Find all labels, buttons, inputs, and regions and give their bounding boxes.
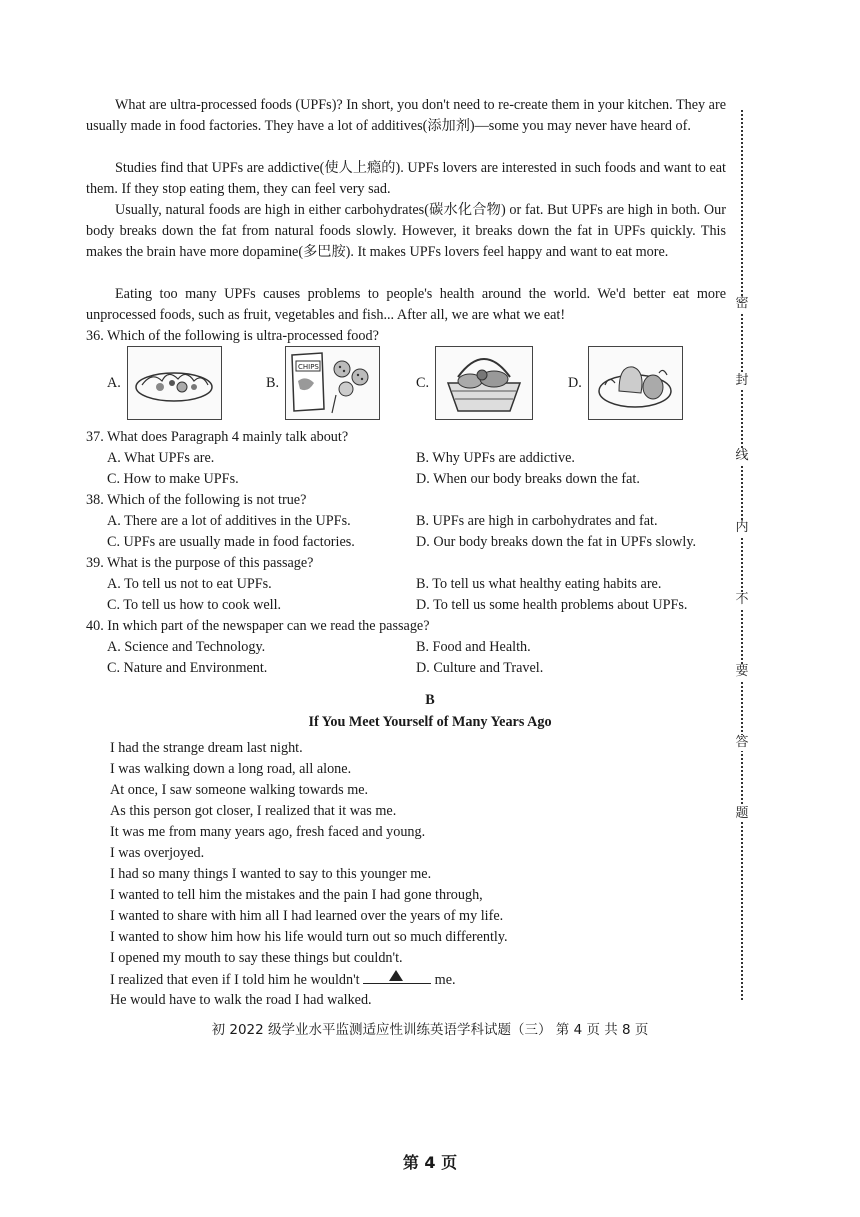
seal-char: 答 (733, 735, 751, 751)
poem-line: I wanted to show him how his life would turn out so much differently. (110, 929, 508, 945)
answer-blank[interactable] (363, 969, 431, 984)
question-38: 38. Which of the following is not true? (86, 492, 307, 508)
option-36-a[interactable]: A. (107, 346, 222, 420)
poem-title: If You Meet Yourself of Many Years Ago (308, 714, 552, 730)
paragraph-1: What are ultra-processed foods (UPFs)? In short, you don't need to re-create them in your kitchen. They are usually made in food factories. They have a lot of additives(添加剂)—some you may never have heard of. (86, 97, 726, 134)
poem-line: I was walking down a long road, all alone. (110, 761, 352, 777)
option-39-c[interactable]: C. To tell us how to cook well. (107, 597, 282, 613)
section-letter: B (425, 692, 435, 708)
poem-line: As this person got closer, I realized that it was me. (110, 803, 397, 819)
triangle-icon (389, 970, 403, 981)
option-40-c[interactable]: C. Nature and Environment. (107, 660, 268, 676)
question-36: 36. Which of the following is ultra-processed food? (86, 328, 379, 344)
option-38-a[interactable]: A. There are a lot of additives in the UPFs. (107, 513, 351, 529)
bread-basket-icon (435, 346, 533, 420)
poem-line: It was me from many years ago, fresh faced and young. (110, 824, 426, 840)
page-footer: 初 2022 级学业水平监测适应性训练英语学科试题（三） 第 4 页 共 8 页 (211, 1022, 649, 1038)
chips-snacks-icon (285, 346, 380, 420)
option-38-c[interactable]: C. UPFs are usually made in food factories. (107, 534, 355, 550)
option-40-a[interactable]: A. Science and Technology. (107, 639, 266, 655)
fruit-plate-icon (588, 346, 683, 420)
option-36-b[interactable]: B. CHIPS (266, 346, 380, 420)
option-38-d[interactable]: D. Our body breaks down the fat in UPFs slowly. (416, 534, 697, 550)
seal-char: 线 (733, 448, 751, 464)
question-40: 40. In which part of the newspaper can we read the passage? (86, 618, 430, 634)
poem-line: I was overjoyed. (110, 845, 205, 861)
seal-char: 密 (733, 296, 751, 312)
poem-line: I had the strange dream last night. (110, 740, 303, 756)
option-40-d[interactable]: D. Culture and Travel. (416, 660, 544, 676)
page-number: 第 4 页 (402, 1153, 458, 1172)
svg-text:CHIPS: CHIPS (298, 363, 319, 371)
option-39-b[interactable]: B. To tell us what healthy eating habits are. (416, 576, 662, 592)
blank-line-text-after: me. (434, 972, 456, 988)
option-37-c[interactable]: C. How to make UPFs. (107, 471, 239, 487)
poem-line: I opened my mouth to say these things but couldn't. (110, 950, 403, 966)
seal-char: 封 (733, 373, 751, 389)
paragraph-4: Eating too many UPFs causes problems to people's health around the world. We'd better eat more unprocessed foods, such as fruit, vegetables and fish... After all, we are what we eat! (86, 286, 726, 323)
option-37-a[interactable]: A. What UPFs are. (107, 450, 215, 466)
option-36-d[interactable]: D. (568, 346, 683, 420)
seal-char: 不 (733, 592, 751, 608)
blank-line-text-before: I realized that even if I told him he wouldn't (110, 972, 360, 988)
option-37-d[interactable]: D. When our body breaks down the fat. (416, 471, 640, 487)
question-39: 39. What is the purpose of this passage? (86, 555, 314, 571)
seal-char: 题 (733, 806, 751, 822)
option-36-c[interactable]: C. (416, 346, 533, 420)
poem-line-with-blank (110, 969, 456, 991)
paragraph-3: Usually, natural foods are high in either carbohydrates(碳水化合物) or fat. But UPFs are high in both. Our body breaks down the fat from natural foods slowly. However, it breaks down the fat in UPFs quickly. This makes the brain have more dopamine(多巴胺). It makes UPFs lovers feel happy and want to eat more. (86, 202, 726, 260)
option-39-a[interactable]: A. To tell us not to eat UPFs. (107, 576, 272, 592)
seal-dotted-line (741, 110, 743, 1000)
salad-plate-icon (127, 346, 222, 420)
option-37-b[interactable]: B. Why UPFs are addictive. (416, 450, 575, 466)
poem-line: I had so many things I wanted to say to this younger me. (110, 866, 432, 882)
paragraph-2: Studies find that UPFs are addictive(使人上瘾的). UPFs lovers are interested in such foods and want to eat them. If they stop eating them, they can feel very sad. (86, 160, 726, 197)
question-37: 37. What does Paragraph 4 mainly talk about? (86, 429, 349, 445)
poem-line: I wanted to share with him all I had learned over the years of my life. (110, 908, 504, 924)
poem-line: At once, I saw someone walking towards me. (110, 782, 369, 798)
option-40-b[interactable]: B. Food and Health. (416, 639, 531, 655)
seal-char: 要 (733, 664, 751, 680)
option-39-d[interactable]: D. To tell us some health problems about UPFs. (416, 597, 688, 613)
poem-line: He would have to walk the road I had walked. (110, 992, 372, 1008)
seal-char: 内 (733, 520, 751, 536)
option-38-b[interactable]: B. UPFs are high in carbohydrates and fat. (416, 513, 658, 529)
poem-line: I wanted to tell him the mistakes and the pain I had gone through, (110, 887, 483, 903)
